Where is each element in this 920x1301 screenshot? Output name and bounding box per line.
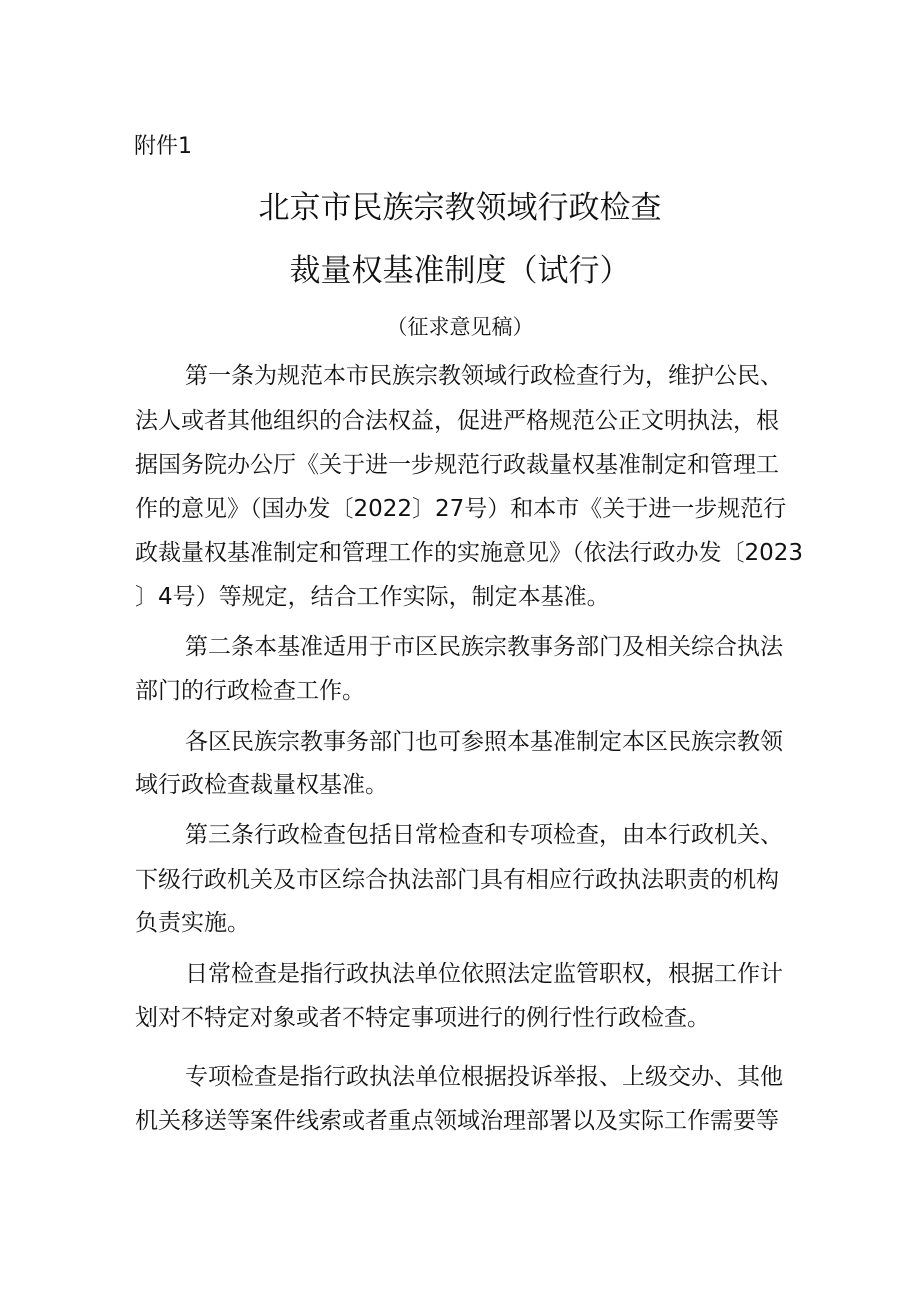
- paragraph-line: 域行政检查裁量权基准。: [135, 772, 388, 798]
- document-title-line-1: 北京市民族宗教领域行政检查: [258, 190, 662, 226]
- paragraph-line: 划对不特定对象或者不特定事项进行的例行性行政检查。: [135, 1005, 710, 1031]
- paragraph-line: 据国务院办公厅《关于进一步规范行政裁量权基准制定和管理工: [135, 452, 779, 478]
- paragraph-line: 机关移送等案件线索或者重点领域治理部署以及实际工作需要等: [135, 1108, 779, 1134]
- paragraph-line: 法人或者其他组织的合法权益，促进严格规范公正文明执法，根: [135, 408, 779, 434]
- paragraph-line: 负责实施。: [135, 910, 250, 936]
- paragraph-line: 第一条为规范本市民族宗教领域行政检查行为，维护公民、: [185, 363, 783, 389]
- paragraph-line: 专项检查是指行政执法单位根据投诉举报、上级交办、其他: [185, 1064, 783, 1090]
- paragraph-line: 政裁量权基准制定和管理工作的实施意见》（依法行政办发〔2023: [135, 540, 804, 566]
- paragraph-line: 〕4号）等规定，结合工作实际，制定本基准。: [135, 584, 610, 610]
- attachment-label: 附件1: [134, 134, 192, 159]
- paragraph-line: 第二条本基准适用于市区民族宗教事务部门及相关综合执法: [185, 634, 783, 660]
- paragraph-line: 日常检查是指行政执法单位依照法定监管职权，根据工作计: [185, 961, 783, 987]
- paragraph-line: 部门的行政检查工作。: [135, 678, 365, 704]
- paragraph-line: 作的意见》（国办发〔2022〕27号）和本市《关于进一步规范行: [135, 496, 787, 522]
- document-title-line-2: 裁量权基准制度（试行）: [289, 253, 631, 289]
- paragraph-line: 下级行政机关及市区综合执法部门具有相应行政执法职责的机构: [135, 867, 779, 893]
- document-subtitle: （征求意见稿）: [386, 315, 534, 339]
- paragraph-line: 各区民族宗教事务部门也可参照本基准制定本区民族宗教领: [185, 729, 783, 755]
- paragraph-line: 第三条行政检查包括日常检查和专项检查，由本行政机关、: [185, 822, 783, 848]
